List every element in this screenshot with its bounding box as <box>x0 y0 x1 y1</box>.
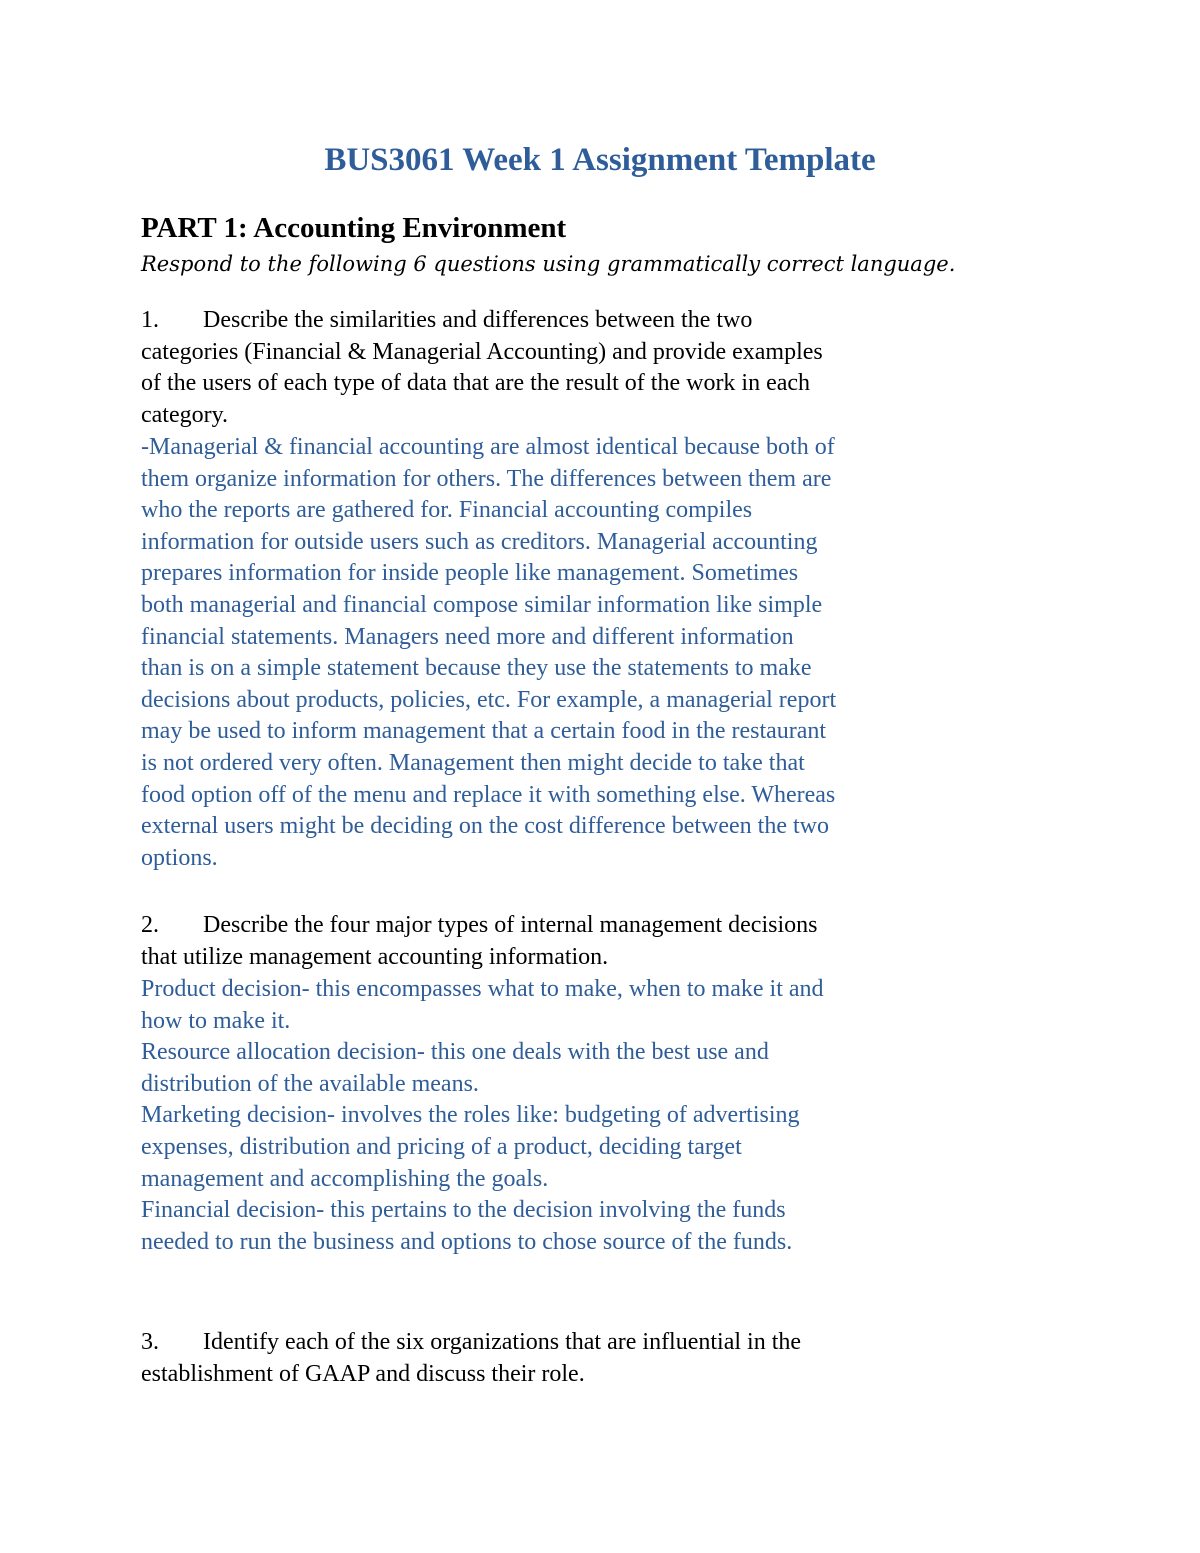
question-line: 3. Identify each of the six organizations that are influential in the <box>141 1327 961 1359</box>
question-3 <box>141 1327 961 1390</box>
question-line: 1. Describe the similarities and differences between the two <box>141 305 961 337</box>
answer-line: management and accomplishing the goals. <box>141 1165 549 1192</box>
question-2 <box>141 910 961 973</box>
answer-line: than is on a simple statement because they use the statements to make <box>141 655 812 682</box>
answer-line: financial statements. Managers need more and different information <box>141 623 794 650</box>
answer-line: Marketing decision- involves the roles like: budgeting of advertising <box>141 1102 800 1129</box>
question-line: establishment of GAAP and discuss their role. <box>141 1360 585 1387</box>
question-line: that utilize management accounting information. <box>141 943 609 970</box>
question-number: 1. <box>141 307 159 333</box>
answer-2 <box>141 974 961 1258</box>
question-line: of the users of each type of data that are the result of the work in each <box>141 370 811 397</box>
answer-line: them organize information for others. The differences between them are <box>141 465 832 492</box>
answer-line: may be used to inform management that a certain food in the restaurant <box>141 718 827 745</box>
answer-line: Financial decision- this pertains to the decision involving the funds <box>141 1197 786 1224</box>
answer-line: options. <box>141 844 218 871</box>
answer-line: how to make it. <box>141 1007 291 1034</box>
question-line: categories (Financial & Managerial Accounting) and provide examples <box>141 338 823 365</box>
instruction-text: Respond to the following 6 questions using grammatically correct language. <box>141 252 956 276</box>
answer-line: Product decision- this encompasses what to make, when to make it and <box>141 976 824 1002</box>
answer-line: needed to run the business and options to chose source of the funds. <box>141 1228 793 1255</box>
answer-line: information for outside users such as creditors. Managerial accounting <box>141 528 818 555</box>
answer-line: prepares information for inside people like management. Sometimes <box>141 560 799 587</box>
question-line: 2. Describe the four major types of internal management decisions <box>141 910 961 942</box>
part-heading: PART 1: Accounting Environment <box>141 212 567 244</box>
answer-1 <box>141 432 961 874</box>
answer-line: who the reports are gathered for. Financial accounting compiles <box>141 497 753 524</box>
question-line: category. <box>141 401 229 428</box>
document-title: BUS3061 Week 1 Assignment Template <box>324 142 876 178</box>
question-number: 3. <box>141 1329 159 1355</box>
answer-line: decisions about products, policies, etc. For example, a managerial report <box>141 686 837 713</box>
answer-line: is not ordered very often. Management then might decide to take that <box>141 749 805 776</box>
question-1 <box>141 305 961 431</box>
answer-line: expenses, distribution and pricing of a product, deciding target <box>141 1133 742 1160</box>
answer-line: both managerial and financial compose similar information like simple <box>141 591 823 618</box>
answer-line: distribution of the available means. <box>141 1070 479 1097</box>
answer-line: external users might be deciding on the cost difference between the two <box>141 813 829 840</box>
answer-line: Resource allocation decision- this one deals with the best use and <box>141 1039 769 1066</box>
answer-line: -Managerial & financial accounting are almost identical because both of <box>141 434 835 460</box>
answer-line: food option off of the menu and replace it with something else. Whereas <box>141 781 836 808</box>
question-number: 2. <box>141 912 159 938</box>
